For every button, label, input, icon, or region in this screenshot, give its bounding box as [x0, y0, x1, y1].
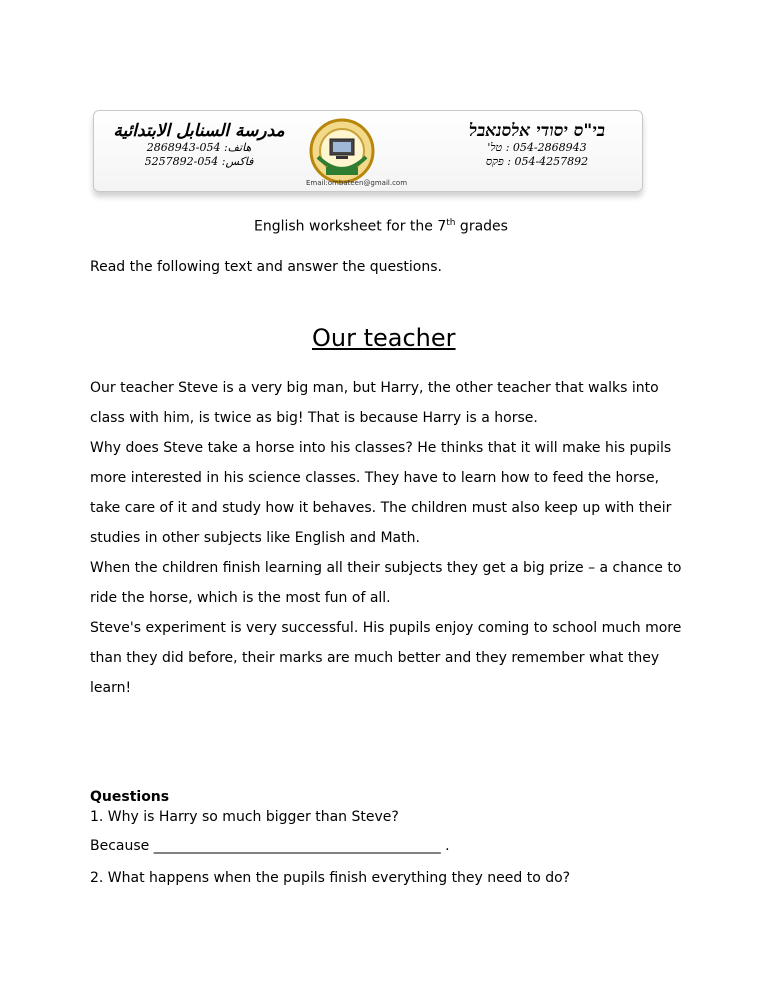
story-text — [90, 373, 690, 703]
question-1: 1. Why is Harry so much bigger than Steve? — [90, 809, 399, 825]
hebrew-school-name: בי"ס יסודי אלסנאבל — [469, 121, 605, 141]
school-logo-icon — [308, 117, 376, 185]
paragraph: When the children finish learning all their subjects they get a big prize – a chance to ride the horse, which is the most fun of all. — [90, 560, 682, 606]
instruction-text: Read the following text and answer the questions. — [90, 259, 442, 275]
hebrew-phone: 054-2868943 : טל' — [487, 141, 587, 154]
paragraph: Steve's experiment is very successful. His pupils enjoy coming to school much more than they did before, their marks are much better and they remember what they learn! — [90, 620, 682, 696]
questions-heading: Questions — [90, 789, 170, 805]
questions-section — [90, 787, 690, 888]
paragraph: Our teacher Steve is a very big man, but Harry, the other teacher that walks into class with him, is twice as big! That is because Harry is a horse. — [90, 380, 659, 426]
story-title: Our teacher — [312, 324, 456, 352]
school-header — [93, 110, 643, 192]
worksheet-title: English worksheet for the 7th grades — [254, 218, 508, 235]
hebrew-school-info — [442, 121, 632, 169]
arabic-school-info — [104, 121, 294, 169]
arabic-phone: هاتف: 054-2868943 — [146, 141, 252, 154]
arabic-school-name: مدرسة السنابل الابتدائية — [113, 121, 285, 141]
answer-blank-1[interactable]: Because _________________________________________ . — [90, 838, 450, 854]
arabic-fax: فاكس: 054-5257892 — [144, 155, 254, 168]
hebrew-fax: 054-4257892 : פקס — [485, 155, 589, 168]
school-email: Email:ombateen@gmail.com — [306, 179, 408, 187]
paragraph: Why does Steve take a horse into his classes? He thinks that it will make his pupils more interested in his science classes. They have to learn how to feed the horse, take care of it and study how it behaves. The children must also keep up with their studies in other subjects like English and Math. — [90, 440, 672, 546]
question-2: 2. What happens when the pupils finish everything they need to do? — [90, 870, 571, 886]
